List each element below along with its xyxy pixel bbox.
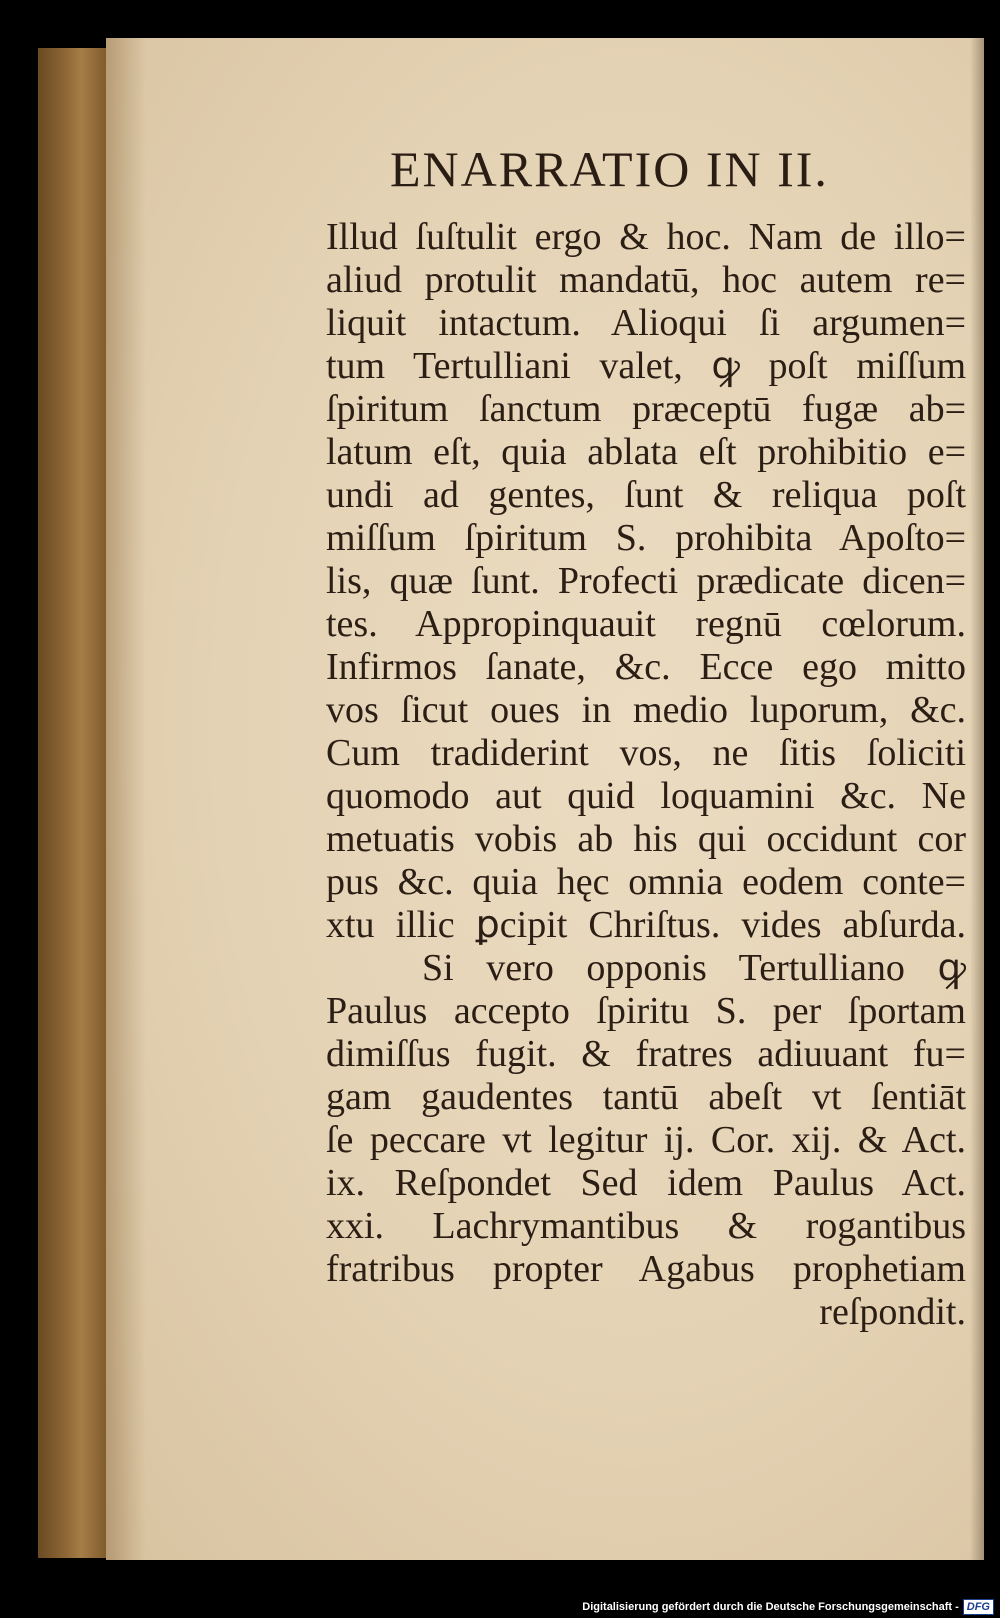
text-line: ix. Reſpondet Sed idem Paulus Act. <box>326 1162 966 1204</box>
page-gutter-shadow <box>106 38 146 1560</box>
text-line: miſſum ſpiritum S. prohibita Apoſto= <box>326 517 966 559</box>
text-line-indented: Si vero opponis Tertulliano ꝙ <box>422 947 966 989</box>
text-line: fratribus propter Agabus prophetiam <box>326 1248 966 1290</box>
text-line: vos ſicut oues in medio luporum, &c. <box>326 689 966 731</box>
text-line: latum eſt, quia ablata eſt prohibitio e= <box>326 431 966 473</box>
text-line: Illud ſuſtulit ergo & hoc. Nam de illo= <box>326 216 966 258</box>
credit-text: Digitalisierung gefördert durch die Deutsche Forschungsgemeinschaft - <box>582 1601 959 1613</box>
body-text <box>326 216 966 1334</box>
running-head: ENARRATIO IN II. <box>390 141 829 197</box>
text-line: Cum tradiderint vos, ne ſitis ſoliciti <box>326 732 966 774</box>
text-line: dimiſſus fugit. & fratres adiuuant fu= <box>326 1033 966 1075</box>
digitization-credit <box>582 1598 994 1616</box>
text-line: tum Tertulliani valet, ꝙ poſt miſſum <box>326 345 966 387</box>
text-line: liquit intactum. Alioqui ſi argumen= <box>326 302 966 344</box>
catchword: reſpondit. <box>819 1291 966 1333</box>
text-line: pus &c. quia hęc omnia eodem conte= <box>326 861 966 903</box>
text-line: ſe peccare vt legitur ij. Cor. xij. & Act. <box>326 1119 966 1161</box>
text-line: metuatis vobis ab his qui occidunt cor <box>326 818 966 860</box>
book-edge <box>38 48 110 1558</box>
text-line: tes. Appropinquauit regnū cœlorum. <box>326 603 966 645</box>
text-line: xxi. Lachrymantibus & rogantibus <box>326 1205 966 1247</box>
dfg-logo: DFG <box>963 1599 994 1615</box>
text-line: aliud protulit mandatū, hoc autem re= <box>326 259 966 301</box>
page-edge-shadow <box>970 38 984 1560</box>
text-line: gam gaudentes tantū abeſt vt ſentiāt <box>326 1076 966 1118</box>
text-line: Paulus accepto ſpiritu S. per ſportam <box>326 990 966 1032</box>
text-line: ſpiritum ſanctum præceptū fugæ ab= <box>326 388 966 430</box>
text-line: xtu illic ꝑcipit Chriſtus. vides abſurda. <box>326 904 966 946</box>
text-line: lis, quæ ſunt. Profecti prædicate dicen= <box>326 560 966 602</box>
text-line: Infirmos ſanate, &c. Ecce ego mitto <box>326 646 966 688</box>
text-line: undi ad gentes, ſunt & reliqua poſt <box>326 474 966 516</box>
text-line: quomodo aut quid loquamini &c. Ne <box>326 775 966 817</box>
